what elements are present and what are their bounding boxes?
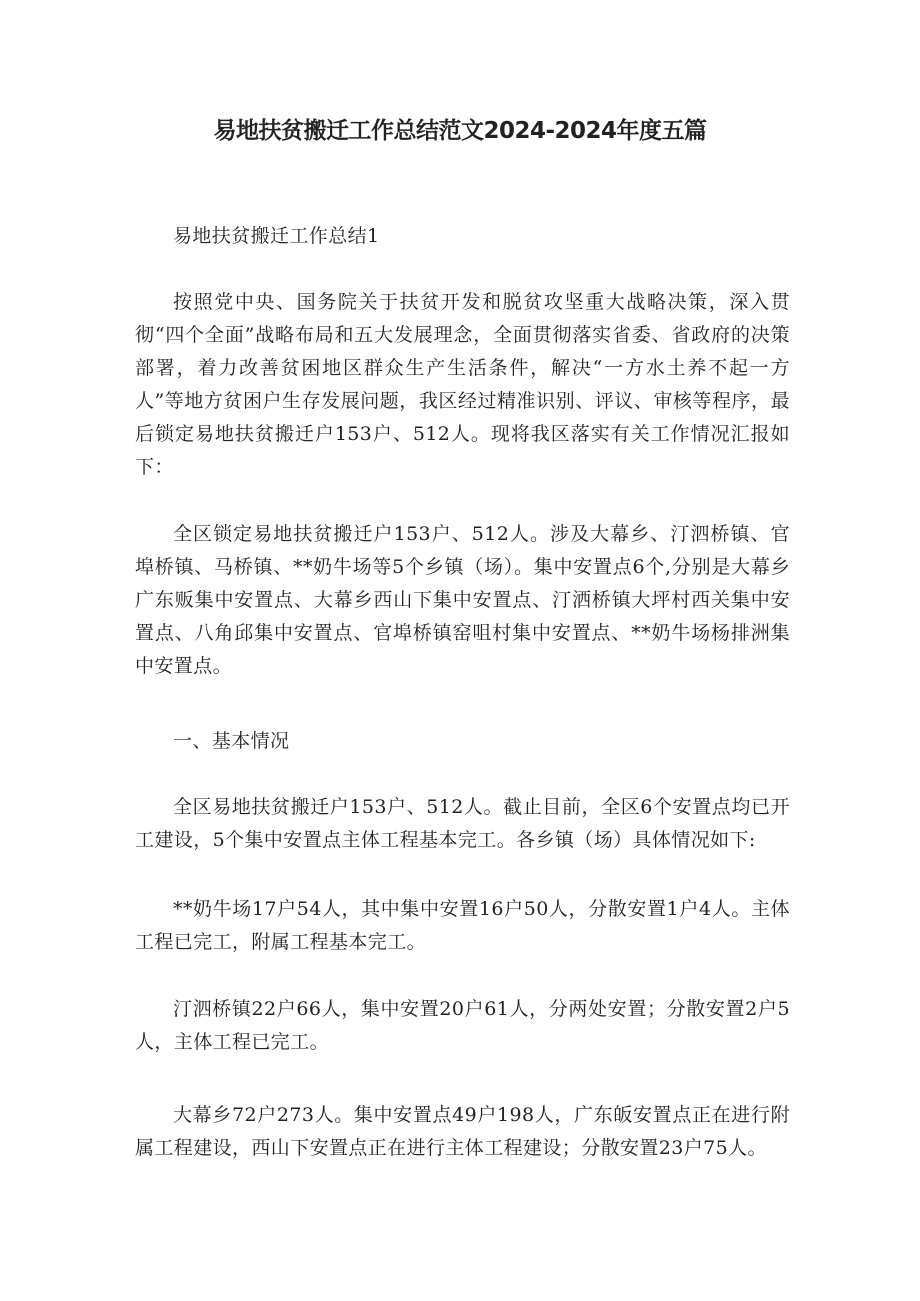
document-title: 易地扶贫搬迁工作总结范文2024-2024年度五篇 bbox=[213, 118, 707, 144]
paragraph-tingsiqiao: 汀泗桥镇22户66人，集中安置20户61人，分两处安置；分散安置2户5人，主体工程已完工。 bbox=[135, 998, 790, 1053]
subheading-basic-situation: 一、基本情况 bbox=[173, 730, 290, 752]
paragraph-damu: 大幕乡72户273人。集中安置点49户198人，广东皈安置点正在进行附属工程建设，西山下安置点正在进行主体工程建设；分散安置23户75人。 bbox=[135, 1104, 790, 1159]
paragraph-progress: 全区易地扶贫搬迁户153户、512人。截止目前，全区6个安置点均已开工建设，5个集中安置点主体工程基本完工。各乡镇（场）具体情况如下: bbox=[135, 796, 790, 851]
section-heading: 易地扶贫搬迁工作总结1 bbox=[173, 225, 380, 247]
paragraph-intro: 按照党中央、国务院关于扶贫开发和脱贫攻坚重大战略决策，深入贯彻“四个全面”战略布局和五大发展理念，全面贯彻落实省委、省政府的决策部署，着力改善贫困地区群众生产生活条件，解决“一方水土养不起一方人”等地方贫困户生存发展问题，我区经过精准识别、评议、审核等程序，最后锁定易地扶贫搬迁户153户、512人。现将我区落实有关工作情况汇报如下： bbox=[135, 291, 790, 478]
paragraph-dairy-farm: **奶牛场17户54人，其中集中安置16户50人，分散安置1户4人。主体工程已完工，附属工程基本完工。 bbox=[135, 898, 790, 953]
paragraph-overview: 全区锁定易地扶贫搬迁户153户、512人。涉及大幕乡、汀泗桥镇、官埠桥镇、马桥镇、**奶牛场等5个乡镇（场）。集中安置点6个,分别是大幕乡广东贩集中安置点、大幕乡西山下集中安置点、汀洒桥镇大坪村西关集中安置点、八角邱集中安置点、官埠桥镇窑咀村集中安置点、**奶牛场杨排洲集中安置点。 bbox=[135, 523, 790, 677]
